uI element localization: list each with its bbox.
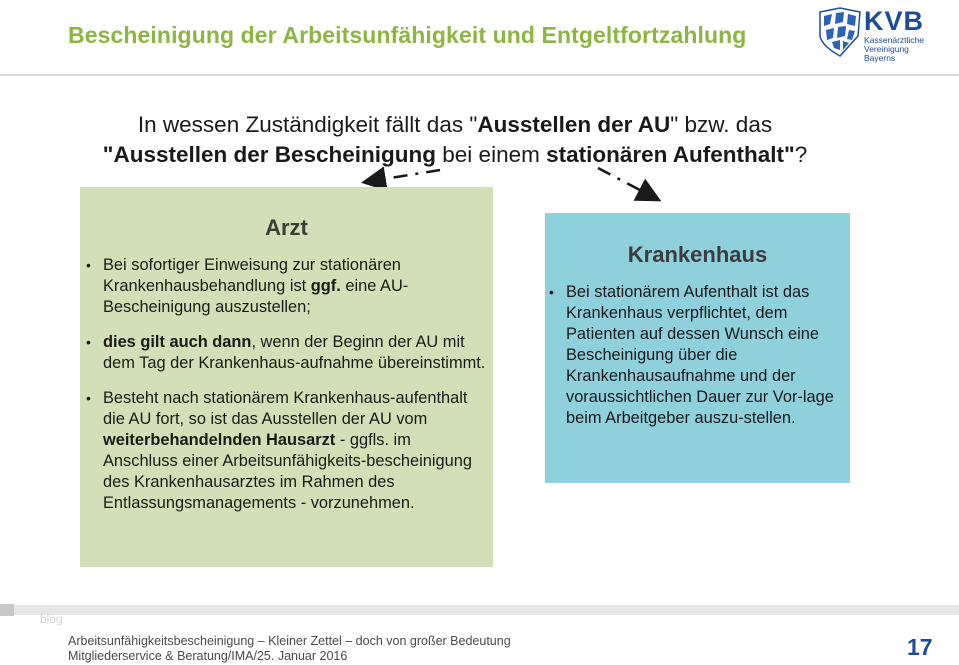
text-part: - ggfls. im Anschluss einer Arbeitsunfähigkeits-bescheinigung des Krankenhausarztes im Rahmen des Entlassungsmanagements - vorzunehmen. (103, 431, 473, 512)
krankenhaus-heading: Krankenhaus (627, 242, 768, 267)
arrow-to-arzt-icon (366, 170, 440, 182)
logo-line-2: Vereinigung (864, 44, 909, 54)
arzt-heading: Arzt (265, 215, 308, 240)
header-divider (0, 74, 959, 76)
krankenhaus-box (545, 213, 850, 483)
arzt-bullet-list (80, 255, 493, 514)
question-bold: "Ausstellen der Bescheinigung (102, 142, 437, 167)
text-bold: ggf. (310, 277, 341, 295)
question-part: " bzw. das (670, 112, 773, 137)
logo-line-1: Kassenärztliche (864, 35, 925, 45)
footer-line-1: Arbeitsunfähigkeitsbescheinigung – Kleiner Zettel – doch von großer Bedeutung (68, 634, 511, 648)
text-part: Besteht nach stationärem Krankenhaus-aufenthalt die AU fort, so ist das Ausstellen der AU vom (103, 389, 468, 428)
question-text (60, 110, 850, 170)
footer-divider (0, 605, 959, 615)
question-bold: Ausstellen der AU (477, 112, 671, 137)
text-part: Bei sofortiger Einweisung zur stationären Krankenhausbehandlung ist (103, 256, 401, 295)
footer-corner-mark (0, 604, 14, 616)
list-item: • Bei stationärem Aufenthalt ist das Krankenhaus verpflichtet, dem Patienten auf dessen Wunsch eine Bescheinigung über die Krankenhausaufnahme und der voraussichtlichen Dauer zur Vor-lage beim Arbeitgeber auszu-stellen. (566, 282, 842, 429)
question-part: In wessen Zuständigkeit fällt das " (137, 112, 478, 137)
question-part: ? (794, 142, 808, 167)
kvb-logo (818, 6, 953, 62)
krankenhaus-bullet-list (545, 282, 850, 429)
text-part: , wenn der Beginn der AU mit dem Tag der Krankenhaus-aufnahme übereinstimmt. (103, 333, 486, 372)
list-item (103, 388, 487, 514)
text-bold: weiterbehandelnden Hausarzt (103, 431, 336, 449)
footer-line-2: Mitgliederservice & Beratung/IMA/25. Januar 2016 (68, 649, 348, 663)
question-bold: stationären Aufenthalt" (546, 142, 795, 167)
logo-abbreviation: KVB (864, 6, 925, 36)
arzt-box (80, 187, 493, 567)
logo-line-3: Bayerns (864, 53, 896, 63)
watermark: blog (40, 612, 63, 626)
list-item (103, 332, 487, 374)
question-part: bei einem (436, 142, 547, 167)
bavarian-lion-emblem-icon (818, 6, 862, 58)
list-item (103, 255, 487, 318)
slide-title: Bescheinigung der Arbeitsunfähigkeit und Entgeltfortzahlung (68, 22, 747, 48)
text-part: eine AU-Bescheinigung auszustellen; (103, 277, 409, 316)
page-number: 17 (907, 634, 933, 660)
text-bold: dies gilt auch dann (103, 333, 252, 351)
arrow-to-krankenhaus-icon (598, 168, 657, 199)
